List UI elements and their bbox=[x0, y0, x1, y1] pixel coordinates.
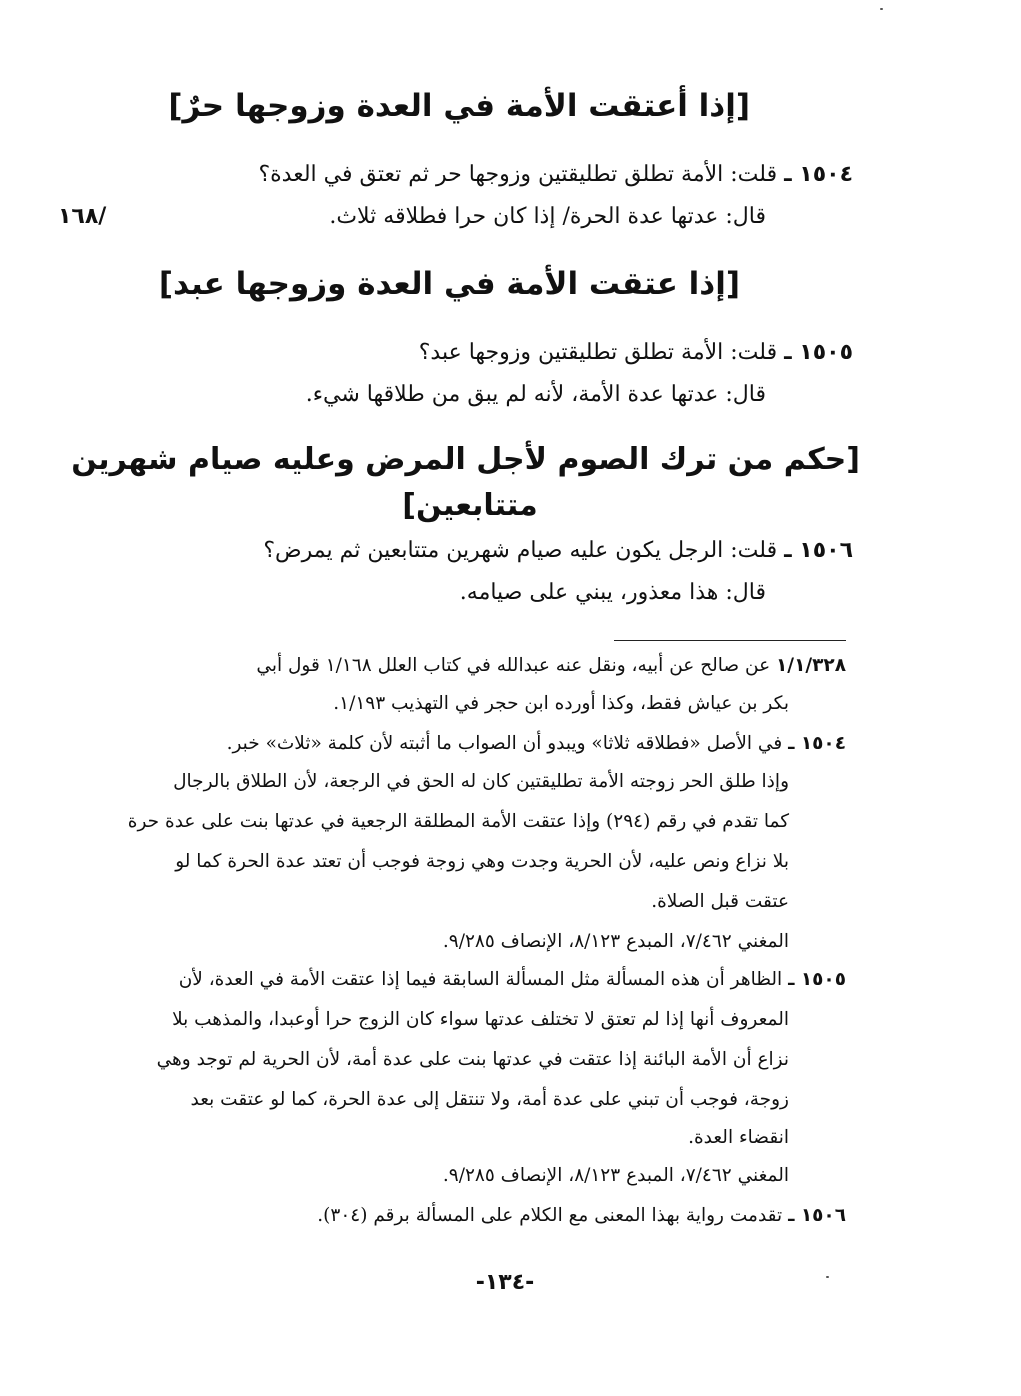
footnote-1506-line-1 bbox=[317, 1202, 846, 1230]
footnote-number: ١٥٠٥ ـ bbox=[788, 969, 846, 990]
question-1506-line bbox=[263, 536, 853, 566]
footnote-1505-line-4: زوجة، فوجب أن تبني على عدة أمة، ولا تنتقل إلى عدة الحرة، كما لو عتقت بعد bbox=[190, 1089, 789, 1110]
footnote-separator bbox=[614, 640, 846, 641]
footnote-1505-line-6: المغني ٧/٤٦٢، المبدع ٨/١٢٣، الإنصاف ٩/٢٨٥. bbox=[442, 1165, 789, 1186]
section-heading-1: [إذا أعتقت الأمة في العدة وزوجها حرٌ] bbox=[168, 88, 750, 124]
footnote-1505-line-2: المعروف أنها إذا لم تعتق لا تختلف عدتها سواء كان الزوج حرا أوعبدا، والمذهب بلا bbox=[172, 1009, 789, 1030]
section-heading-2: [إذا عتقت الأمة في العدة وزوجها عبد] bbox=[158, 266, 740, 302]
footnote-1504-line-3: كما تقدم في رقم (٢٩٤) وإذا عتقت الأمة المطلقة الرجعية في عدتها بنت على عدة حرة bbox=[127, 811, 789, 832]
question-number: ١٥٠٥ ـ bbox=[784, 340, 853, 365]
answer-1505-line: قال: عدتها عدة الأمة، لأنه لم يبق من طلاقها شيء. bbox=[305, 382, 766, 407]
question-number: ١٥٠٦ ـ bbox=[784, 538, 853, 563]
section-heading-3-line-1: [حكم من ترك الصوم لأجل المرض وعليه صيام شهرين bbox=[71, 442, 860, 477]
page-number: -١٣٤- bbox=[475, 1270, 535, 1295]
footnote-number: ١٥٠٤ ـ bbox=[788, 733, 846, 754]
question-1505-line bbox=[419, 338, 853, 368]
footnote-1504-line-1 bbox=[227, 730, 846, 758]
footnote-1504-line-4: بلا نزاع ونص عليه، لأن الحرية وجدت وهي زوجة فوجب أن تعتد عدة الحرة كما لو bbox=[175, 851, 789, 872]
scan-speck bbox=[880, 8, 883, 10]
question-text: قلت: الأمة تطلق تطليقتين وزوجها عبد؟ bbox=[418, 340, 778, 365]
question-text: قلت: الرجل يكون عليه صيام شهرين متتابعين ثم يمرض؟ bbox=[263, 538, 778, 563]
margin-page-reference: ١٦٨/ bbox=[58, 204, 107, 229]
scan-speck bbox=[826, 1276, 829, 1278]
footnote-1-line-2: بكر بن عياش فقط، وكذا أورده ابن حجر في التهذيب ١/١٩٣. bbox=[333, 693, 789, 714]
section-heading-3-line-2: متتابعين] bbox=[402, 488, 538, 523]
question-1504-line bbox=[258, 160, 853, 190]
footnote-number: ١٥٠٦ ـ bbox=[788, 1205, 846, 1226]
footnote-1-line-1 bbox=[256, 652, 846, 680]
footnote-1505-line-5: انقضاء العدة. bbox=[688, 1127, 789, 1148]
footnote-1504-line-2: وإذا طلق الحر زوجته الأمة تطليقتين كان له الحق في الرجعة، لأن الطلاق بالرجال bbox=[173, 771, 789, 792]
footnote-1504-line-5: عتقت قبل الصلاة. bbox=[651, 891, 789, 912]
question-number: ١٥٠٤ ـ bbox=[784, 162, 853, 187]
footnote-1505-line-1 bbox=[179, 966, 846, 994]
footnote-1505-line-3: نزاع أن الأمة البائنة إذا عتقت في عدتها بنت على عدة أمة، لأن الحرية لم توجد وهي bbox=[156, 1049, 789, 1070]
footnote-text: في الأصل «فطلاقه ثلاثا» ويبدو أن الصواب ما أثبته لأن كلمة «ثلاث» خبر. bbox=[226, 733, 783, 754]
footnote-text: تقدمت رواية بهذا المعنى مع الكلام على المسألة برقم (٣٠٤). bbox=[317, 1205, 783, 1226]
footnote-1504-line-6: المغني ٧/٤٦٢، المبدع ٨/١٢٣، الإنصاف ٩/٢٨٥. bbox=[442, 931, 789, 952]
answer-1504-line: قال: عدتها عدة الحرة/ إذا كان حرا فطلاقه ثلاث. bbox=[329, 204, 766, 229]
footnote-number: ١/١/٣٢٨ bbox=[776, 655, 846, 676]
footnote-text: الظاهر أن هذه المسألة مثل المسألة السابقة فيما إذا عتقت الأمة في العدة، لأن bbox=[178, 969, 783, 990]
question-text: قلت: الأمة تطلق تطليقتين وزوجها حر ثم تعتق في العدة؟ bbox=[258, 162, 778, 187]
footnote-text: عن صالح عن أبيه، ونقل عنه عبدالله في كتاب العلل ١/١٦٨ قول أبي bbox=[256, 655, 771, 676]
answer-1506-line: قال: هذا معذور، يبني على صيامه. bbox=[459, 580, 766, 605]
